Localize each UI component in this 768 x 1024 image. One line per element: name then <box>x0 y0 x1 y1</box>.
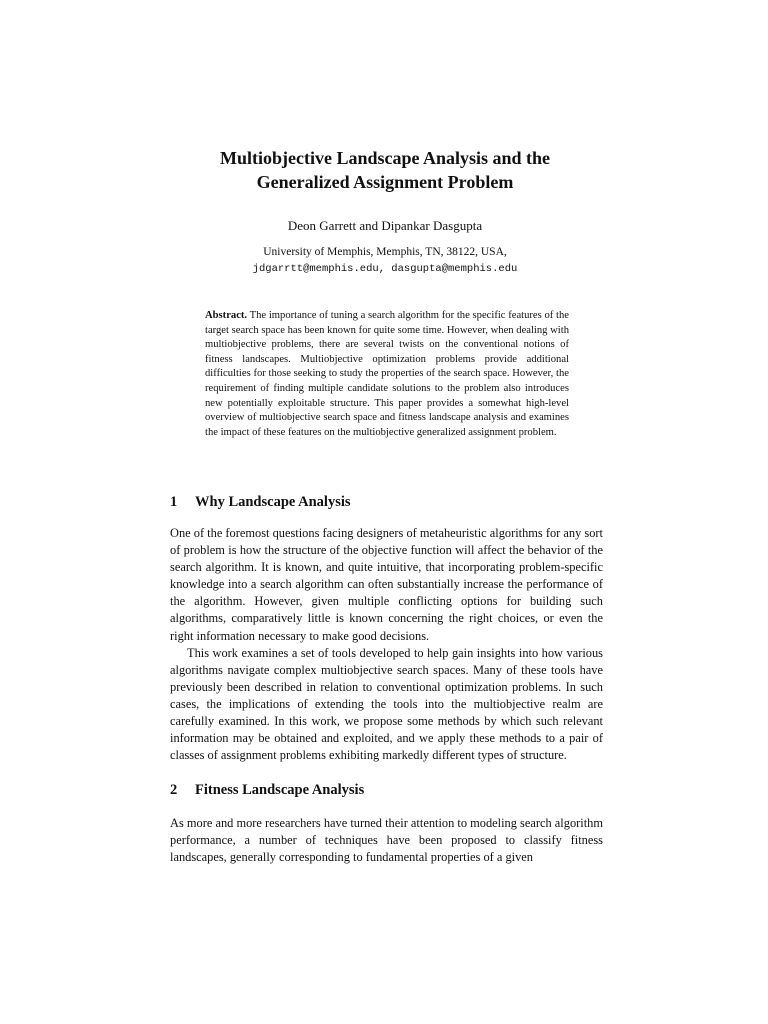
section-2-paragraph-1: As more and more researchers have turned their attention to modeling search algorithm performance, a number of techniques have been proposed to classify fitness landscapes, generally corresponding to fundamental properties of a given <box>170 816 603 865</box>
section-2-heading <box>170 781 610 799</box>
title-line-2: Generalized Assignment Problem <box>256 172 514 192</box>
section-1-number: 1 <box>170 494 178 510</box>
section-1-paragraph-2: This work examines a set of tools developed to help gain insights into how various algorithms navigate complex multiobjective search spaces. Many of these tools have previously been described in relation to conventional optimization problems. In such cases, the implications of extending the tools into the multiobjective realm are carefully examined. In this work, we propose some methods by which such relevant information may be obtained and exploited, and we apply these methods to a pair of classes of assignment problems exhibiting markedly different types of structure. <box>170 645 603 763</box>
authors: Deon Garrett and Dipankar Dasgupta <box>287 218 483 233</box>
section-1-body <box>170 525 603 764</box>
section-1-title: Why Landscape Analysis <box>195 494 351 510</box>
affiliation: University of Memphis, Memphis, TN, 38122, USA, <box>263 246 507 258</box>
abstract-text: The importance of tuning a search algorithm for the specific features of the target search space has been known for quite some time. However, when dealing with multiobjective problems, there are several twists on the conventional notions of fitness landscapes. Multiobjective optimization problems provide additional difficulties for those seeking to study the properties of the search space. However, the requirement of finding multiple candidate solutions to the problem also introduces new potentially exploitable structure. This paper provides a somewhat high-level overview of multiobjective search space and fitness landscape analysis and examines the impact of these features on the multiobjective generalized assignment problem. <box>205 310 569 438</box>
author-emails: jdgarrtt@memphis.edu, dasgupta@memphis.edu <box>252 263 518 275</box>
affiliation-block <box>120 244 650 277</box>
section-1-paragraph-1: One of the foremost questions facing designers of metaheuristic algorithms for any sort of problem is how the structure of the objective function will affect the behavior of the search algorithm. It is known, and quite intuitive, that incorporating problem-specific knowledge into a search algorithm can often substantially increase the performance of the algorithm. However, given multiple conflicting options for building such algorithms, comparatively little is known concerning the right choices, or even the right information necessary to make good decisions. <box>170 526 603 643</box>
abstract-label: Abstract. <box>205 310 248 321</box>
title-line-1: Multiobjective Landscape Analysis and the <box>219 148 551 168</box>
section-2-number: 2 <box>170 782 178 798</box>
abstract <box>205 309 569 440</box>
section-2-body <box>170 815 603 866</box>
section-1-heading <box>170 493 610 511</box>
paper-title <box>120 146 650 194</box>
section-2-title: Fitness Landscape Analysis <box>195 782 365 798</box>
